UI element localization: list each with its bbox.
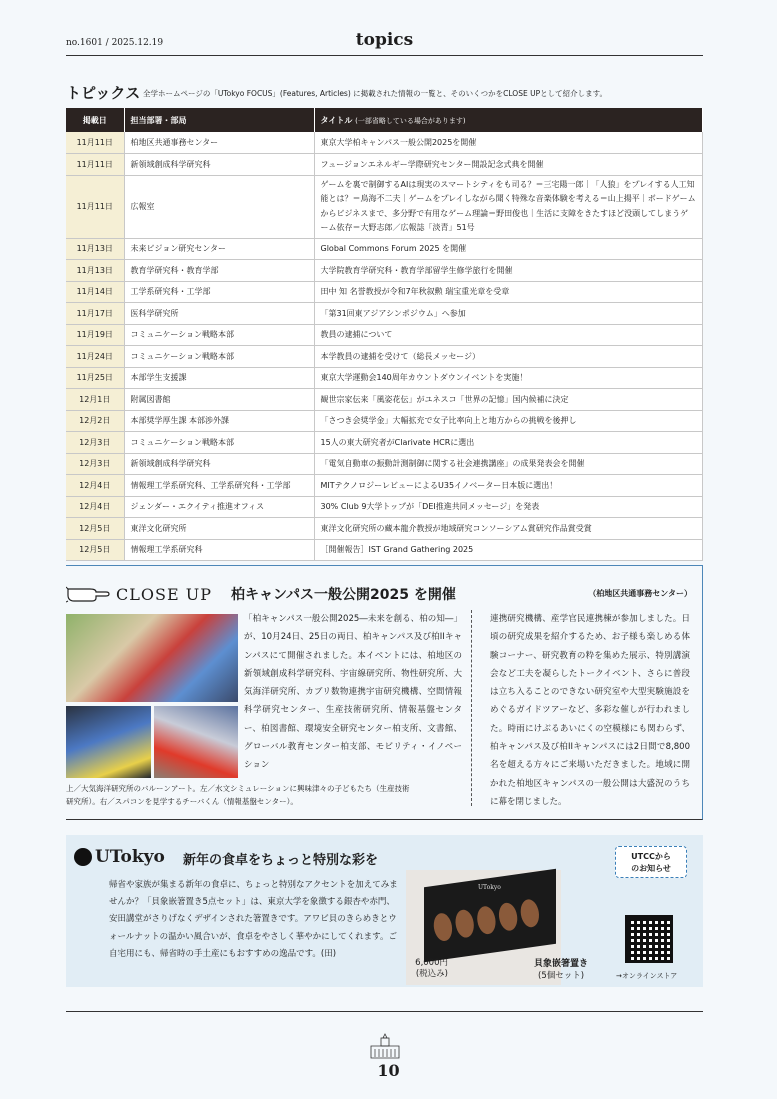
row-dept: ジェンダー・エクイティ推進オフィス: [124, 496, 314, 518]
closeup-label: CLOSE UP: [116, 585, 212, 604]
table-row[interactable]: [66, 496, 703, 518]
row-title[interactable]: 「電気自動車の振動計測制御に関する社会連携講座」の成果発表会を開催: [314, 453, 703, 475]
row-dept: コミュニケーション戦略本部: [124, 346, 314, 368]
row-title[interactable]: ［開催報告］IST Grand Gathering 2025: [314, 539, 703, 561]
row-date: 11月13日: [66, 260, 124, 282]
table-row[interactable]: [66, 518, 703, 540]
row-date: 12月3日: [66, 453, 124, 475]
photo-caption: 上／大気海洋研究所のバルーンアート。左／水文シミュレーションに興味津々の子どもたち（生産技術研究所）。右／スパコンを見学するチーバくん（情報基盤センター）。: [66, 784, 410, 806]
row-dept: 情報理工学系研究科: [124, 539, 314, 561]
column-title-note: (一部省略している場合があります): [355, 116, 466, 125]
column-title-label: タイトル: [320, 115, 353, 125]
column-date: 掲載日: [66, 108, 124, 132]
row-dept: 広報室: [124, 175, 314, 238]
table-row[interactable]: [66, 154, 703, 176]
row-title[interactable]: 大学院教育学研究科・教育学部留学生修学旅行を開催: [314, 260, 703, 282]
table-row[interactable]: [66, 410, 703, 432]
table-row[interactable]: [66, 346, 703, 368]
column-title: [314, 108, 703, 132]
product-price: [406, 958, 448, 980]
row-dept: 本部学生支援課: [124, 367, 314, 389]
row-date: 11月17日: [66, 303, 124, 325]
row-dept: 柏地区共通事務センター: [124, 132, 314, 154]
price-note: (税込み): [415, 969, 448, 979]
row-date: 11月13日: [66, 238, 124, 260]
utcc-line-1: UTCCから: [631, 852, 671, 861]
table-row[interactable]: [66, 453, 703, 475]
row-dept: 本部奨学厚生課 本部渉外課: [124, 410, 314, 432]
row-title[interactable]: 30% Club 9大学トップが「DEI推進共同メッセージ」を発表: [314, 496, 703, 518]
row-dept: 情報理工学系研究科、工学系研究科・工学部: [124, 475, 314, 497]
qr-code-icon[interactable]: [625, 915, 673, 963]
row-title[interactable]: フュージョンエネルギー学際研究センター開設記念式典を開催: [314, 154, 703, 176]
utcc-notice-badge: [615, 846, 687, 878]
pointing-hand-icon: [66, 583, 110, 603]
table-row[interactable]: [66, 132, 703, 154]
children-simulation-photo: [66, 706, 151, 778]
row-dept: 新領域創成科学研究科: [124, 154, 314, 176]
row-date: 11月25日: [66, 367, 124, 389]
table-row[interactable]: [66, 303, 703, 325]
row-date: 12月2日: [66, 410, 124, 432]
row-date: 12月3日: [66, 432, 124, 454]
row-title[interactable]: 15人の東大研究者がClarivate HCRに選出: [314, 432, 703, 454]
table-row[interactable]: [66, 175, 703, 238]
row-title[interactable]: 「第31回東アジアシンポジウム」へ参加: [314, 303, 703, 325]
row-date: 11月24日: [66, 346, 124, 368]
row-title[interactable]: 田中 知 名誉教授が令和7年秋叙勲 瑞宝重光章を受章: [314, 281, 703, 303]
row-date: 12月5日: [66, 518, 124, 540]
ad-body: 帰省や家族が集まる新年の食卓に、ちょっと特別なアクセントを加えてみませんか？「貝象嵌箸置き5点セット」は、東京大学を象徴する銀杏や赤門、安田講堂がさりげなくデザインされた箸置きです。アワビ貝のきらめきとウォールナットの温かい風合いが、食卓をやさしく華やかにしてくれます。ご自宅用にも、帰省時の手土産にもおすすめの逸品です。(田): [109, 880, 398, 959]
row-dept: 教育学研究科・教育学部: [124, 260, 314, 282]
closeup-section: [66, 565, 703, 820]
section-title: topics: [355, 30, 414, 50]
closeup-body-column-1: 「柏キャンパス一般公開2025―未来を創る、柏の知―」が、10月24日、25日の両日、柏キャンパス及び柏IIキャンパスにて開催されました。本イベントには、柏地区の新領域創成科学研究科、宇宙線研究所、物性研究所、大気海洋研究所、カブリ数物連携宇宙研究機構、空間情報科学研究センター、生産技術研究所、情報基盤センター、柏図書館、環境安全研究センター柏支所、文書館、グローバル教育センター柏支部、モビリティ・イノベーション: [244, 614, 462, 771]
table-row[interactable]: [66, 260, 703, 282]
row-dept: 東洋文化研究所: [124, 518, 314, 540]
row-date: 12月5日: [66, 539, 124, 561]
row-date: 12月1日: [66, 389, 124, 411]
ad-title: 新年の食卓をちょっと特別な彩を: [183, 853, 379, 868]
row-date: 11月11日: [66, 132, 124, 154]
product-photo: [406, 870, 589, 985]
row-dept: 新領域創成科学研究科: [124, 453, 314, 475]
utokyo-logo-text: UTokyo: [95, 847, 165, 867]
table-row[interactable]: [66, 238, 703, 260]
row-title[interactable]: ゲームを裏で制御するAIは現実のスマートシティをも司る？＝三宅陽一郎｜「人狼」をプレイする人工知能とは？＝鳥海不二夫｜ゲームをプレイしながら聞く特殊な音楽体験を考える＝山上揚平｜ボードゲームからビジネスまで、多分野で有用なゲーム理論＝野田俊也｜生活に支障をきたすほど没頭してしまうゲーム依存＝大野志郎／広報誌「淡青」51号: [314, 175, 703, 238]
ginkgo-crest-icon: [74, 848, 92, 866]
table-row[interactable]: [66, 324, 703, 346]
row-dept: 工学系研究科・工学部: [124, 281, 314, 303]
utcc-line-2: のお知らせ: [631, 864, 671, 873]
footer-rule: [66, 1011, 703, 1012]
row-dept: 未来ビジョン研究センター: [124, 238, 314, 260]
row-dept: 附属図書館: [124, 389, 314, 411]
closeup-title: 柏キャンパス一般公開2025 を開催: [231, 587, 456, 603]
topics-table: [66, 108, 703, 561]
table-row[interactable]: [66, 432, 703, 454]
row-title[interactable]: 「さつき会奨学金」大幅拡充で女子比率向上と地方からの挑戦を後押し: [314, 410, 703, 432]
table-row[interactable]: [66, 367, 703, 389]
row-title[interactable]: 本学教員の逮捕を受けて（総長メッセージ）: [314, 346, 703, 368]
table-row[interactable]: [66, 281, 703, 303]
row-title[interactable]: 観世宗家伝来「風姿花伝」がユネスコ「世界の記憶」国内候補に決定: [314, 389, 703, 411]
table-row[interactable]: [66, 539, 703, 561]
yasuda-auditorium-icon: [367, 1033, 403, 1059]
row-title[interactable]: MITテクノロジーレビューによるU35イノベーター日本版に選出！: [314, 475, 703, 497]
online-store-link[interactable]: →オンラインストア: [616, 972, 678, 980]
utokyo-logo: [74, 847, 165, 867]
supercomputer-mascot-photo: [154, 706, 238, 778]
row-dept: コミュニケーション戦略本部: [124, 432, 314, 454]
topics-table-body: [66, 132, 703, 561]
row-date: 12月4日: [66, 496, 124, 518]
closeup-dept: （柏地区共通事務センター）: [588, 589, 692, 598]
row-dept: 医科学研究所: [124, 303, 314, 325]
table-row[interactable]: [66, 389, 703, 411]
row-title[interactable]: 東洋文化研究所の藏本龍介教授が地域研究コンソーシアム賞研究作品賞受賞: [314, 518, 703, 540]
box-logo: UTokyo: [478, 884, 501, 891]
row-date: 11月11日: [66, 175, 124, 238]
row-title[interactable]: 東京大学柏キャンパス一般公開2025を開催: [314, 132, 703, 154]
row-date: 11月19日: [66, 324, 124, 346]
page-number: 10: [377, 1061, 400, 1080]
table-row[interactable]: [66, 475, 703, 497]
closeup-body-column-2: 連携研究機構、産学官民連携棟が参加しました。日頃の研究成果を紹介するため、お子様も楽しめる体験コーナー、研究教育の粋を集めた展示、特別講演会など工夫を凝らしたトークイベント、さらに普段は立ち入ることのできない研究室や大型実験施設をめぐるガイドツアーなど、多彩な催しが行われました。時雨にけぶるあいにくの空模様にも関わらず、柏キャンパス及び柏IIキャンパスには2日間で8,800名を超える方々にご来場いただきました。地域に開かれた柏地区キャンパスの一般公開は大盛況のうちに幕を閉じました。: [490, 614, 690, 807]
row-dept: コミュニケーション戦略本部: [124, 324, 314, 346]
column-dept: 担当部署・部局: [124, 108, 314, 132]
product-name: 貝象嵌箸置き: [534, 959, 589, 969]
issue-number: no.1601 / 2025.12.19: [66, 38, 164, 48]
column-divider: [471, 610, 472, 806]
topics-heading: トピックス: [66, 84, 141, 102]
row-title[interactable]: 東京大学運動会140周年カウントダウンイベントを実施！: [314, 367, 703, 389]
balloon-art-photo: [66, 614, 238, 702]
row-date: 11月14日: [66, 281, 124, 303]
price-value: 6,000円: [415, 958, 448, 968]
row-title[interactable]: Global Commons Forum 2025 を開催: [314, 238, 703, 260]
row-date: 12月4日: [66, 475, 124, 497]
row-title[interactable]: 教員の逮捕について: [314, 324, 703, 346]
topics-description: 全学ホームページの「UTokyo FOCUS」(Features, Articles) に掲載された情報の一覧と、そのいくつかをCLOSE UPとして紹介します。: [143, 89, 607, 98]
product-count: (5個セット): [538, 971, 585, 981]
table-header-row: [66, 108, 703, 132]
row-date: 11月11日: [66, 154, 124, 176]
utcc-ad: [66, 835, 703, 987]
page-header: [66, 30, 703, 56]
